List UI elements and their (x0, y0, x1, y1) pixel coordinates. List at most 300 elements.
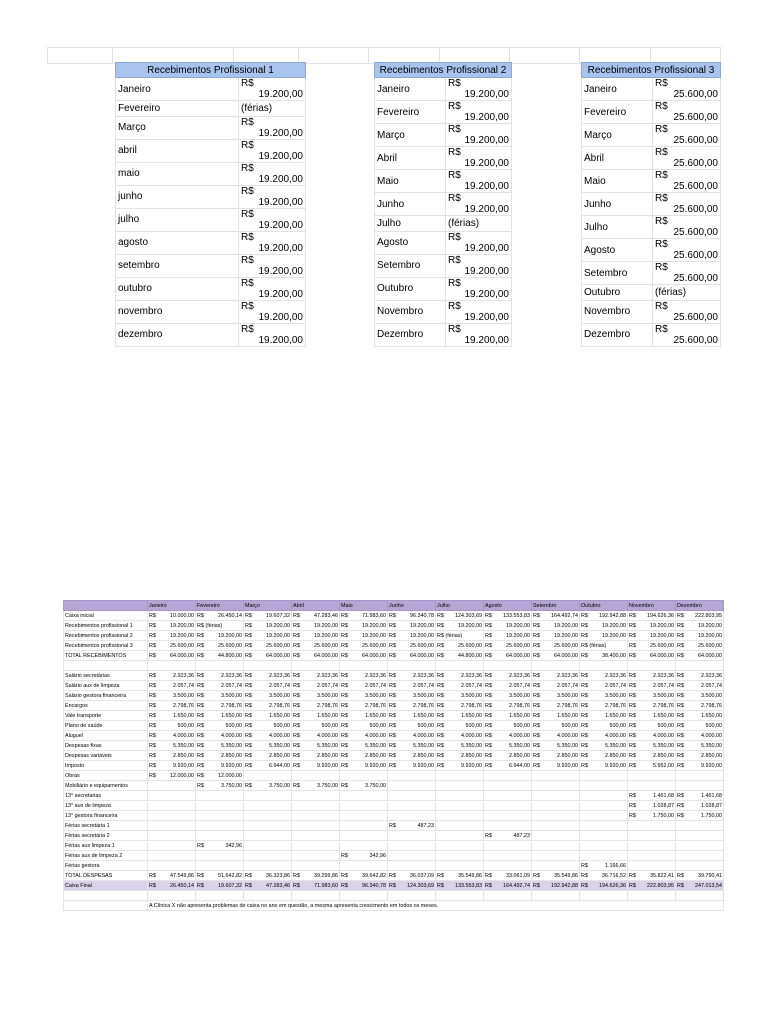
cash-flow-row (64, 721, 724, 731)
value-cell (628, 611, 676, 621)
currency-symbol: R$ (197, 632, 204, 639)
currency-symbol: R$ (293, 742, 300, 749)
value-cell (484, 611, 532, 621)
currency-symbol: R$ (533, 752, 540, 759)
currency-symbol: R$ (389, 742, 396, 749)
value-cell (436, 661, 484, 671)
amount: 4.000,00 (557, 732, 578, 739)
cash-flow-row (64, 831, 724, 841)
value-cell (244, 731, 292, 741)
currency-symbol: R$ (629, 622, 636, 629)
currency-symbol: R$ (629, 752, 636, 759)
value-cell (340, 841, 388, 851)
value-cell (580, 691, 628, 701)
grid-cell (299, 48, 369, 64)
currency-symbol: R$ (149, 622, 156, 629)
currency-symbol: R$ (485, 872, 492, 879)
cash-flow-row (64, 701, 724, 711)
currency-symbol: R$ (341, 742, 348, 749)
amount: 2.850,00 (317, 752, 338, 759)
value-cell (653, 262, 721, 285)
value-cell (292, 671, 340, 681)
value-cell (446, 78, 512, 101)
value-cell (292, 811, 340, 821)
amount: 2.923,36 (317, 672, 338, 679)
month-header: Fevereiro (196, 601, 244, 611)
value-cell (676, 721, 724, 731)
value-cell (340, 811, 388, 821)
currency-symbol: R$ (677, 622, 684, 629)
currency-symbol: R$ (197, 842, 204, 849)
value-cell (436, 701, 484, 711)
value-cell (239, 78, 306, 101)
amount: 5.350,00 (701, 742, 722, 749)
value-cell (676, 651, 724, 661)
month-cell: Setembro (582, 262, 653, 285)
month-cell: maio (116, 162, 239, 185)
amount: 25.600,00 (314, 642, 338, 649)
value-cell (292, 781, 340, 791)
value-cell (676, 611, 724, 621)
currency-symbol: R$ (389, 722, 396, 729)
amount: 51.642,82 (218, 872, 242, 879)
value-cell (484, 701, 532, 711)
currency-symbol: R$ (533, 882, 540, 889)
value-cell (628, 621, 676, 631)
amount: 124.303,69 (455, 612, 482, 619)
value-cell (436, 731, 484, 741)
value-cell (628, 681, 676, 691)
amount: 25.600,00 (673, 273, 718, 284)
currency-symbol: R$ (197, 652, 204, 659)
receipts-row (116, 231, 306, 254)
amount: 39.790,41 (698, 872, 722, 879)
amount: 36.716,52 (602, 872, 626, 879)
amount: 1.461,68 (701, 792, 722, 799)
currency-symbol: R$ (241, 231, 254, 243)
value-cell (628, 661, 676, 671)
month-cell: abril (116, 139, 239, 162)
cash-flow-row (64, 771, 724, 781)
row-label: Despesas fixas (64, 741, 148, 751)
month-cell: Setembro (375, 254, 446, 277)
receipts-row (582, 285, 721, 301)
amount: 19.200,00 (554, 622, 578, 629)
value-cell (148, 831, 196, 841)
value-cell (196, 611, 244, 621)
month-cell: Fevereiro (375, 101, 446, 124)
currency-symbol: R$ (581, 872, 588, 879)
amount: 2.798,76 (605, 702, 626, 709)
value-cell (446, 300, 512, 323)
receipts-row (375, 124, 512, 147)
amount: 4.000,00 (269, 732, 290, 739)
value-cell (340, 781, 388, 791)
receipts-row (375, 193, 512, 216)
currency-symbol: R$ (197, 732, 204, 739)
amount: 500,00 (321, 722, 338, 729)
month-cell: Fevereiro (582, 101, 653, 124)
value-cell (580, 751, 628, 761)
receipts-row (116, 185, 306, 208)
value-cell (580, 861, 628, 871)
currency-symbol: R$ (533, 692, 540, 699)
value-cell (196, 711, 244, 721)
value-cell (244, 701, 292, 711)
currency-symbol: R$ (581, 722, 588, 729)
value-cell (196, 771, 244, 781)
value-cell (532, 681, 580, 691)
receipts-row (582, 323, 721, 346)
value-cell (388, 851, 436, 861)
value-cell (484, 621, 532, 631)
value-cell (340, 741, 388, 751)
value-cell (484, 821, 532, 831)
amount: 4.000,00 (653, 732, 674, 739)
month-cell: agosto (116, 231, 239, 254)
currency-symbol: R$ (149, 642, 156, 649)
currency-symbol: R$ (149, 632, 156, 639)
amount: 2.798,76 (413, 702, 434, 709)
value-cell (676, 871, 724, 881)
row-label: Aluguel (64, 731, 148, 741)
amount: 19.200,00 (464, 311, 509, 323)
month-cell: Agosto (375, 231, 446, 254)
amount: 19.200,00 (170, 622, 194, 629)
currency-symbol: R$ (629, 802, 636, 809)
amount: 3.500,00 (365, 692, 386, 699)
amount: 19.607,32 (218, 882, 242, 889)
currency-symbol: R$ (485, 682, 492, 689)
amount: 5.350,00 (365, 742, 386, 749)
currency-symbol: R$ (437, 632, 444, 639)
value-cell (148, 721, 196, 731)
amount: 2.923,36 (461, 672, 482, 679)
amount: 1.028,87 (701, 802, 722, 809)
row-label: Férias secretária 1 (64, 821, 148, 831)
currency-symbol: R$ (341, 612, 348, 619)
currency-symbol: R$ (581, 712, 588, 719)
amount: 500,00 (513, 722, 530, 729)
amount: 3.500,00 (173, 692, 194, 699)
value-cell (484, 631, 532, 641)
currency-symbol: R$ (677, 732, 684, 739)
amount: 2.923,36 (509, 672, 530, 679)
currency-symbol: R$ (581, 692, 588, 699)
value-cell (244, 631, 292, 641)
amount: 2.850,00 (605, 752, 626, 759)
receipts-table-header: Recebimentos Profissional 3 (582, 63, 721, 78)
grid-cell (48, 48, 113, 64)
value-cell (580, 871, 628, 881)
value-cell (676, 671, 724, 681)
value-cell (292, 611, 340, 621)
receipts-row (116, 277, 306, 300)
currency-symbol: R$ (533, 622, 540, 629)
amount: 26.450,14 (170, 882, 194, 889)
receipts-row (375, 231, 512, 254)
value-cell (292, 761, 340, 771)
currency-symbol: R$ (437, 762, 444, 769)
currency-symbol: R$ (245, 682, 252, 689)
amount: 19.200,00 (258, 127, 303, 139)
value-cell (196, 761, 244, 771)
currency-symbol: R$ (581, 882, 588, 889)
value-cell (388, 761, 436, 771)
amount: 2.057,74 (173, 682, 194, 689)
value-cell (532, 851, 580, 861)
amount: 19.200,00 (506, 632, 530, 639)
currency-symbol: R$ (293, 782, 300, 789)
currency-symbol: R$ (149, 722, 156, 729)
amount: 192.942,88 (599, 612, 626, 619)
amount: 25.600,00 (458, 642, 482, 649)
currency-symbol: R$ (655, 323, 668, 335)
currency-symbol: R$ (655, 78, 668, 89)
amount: 2.850,00 (461, 752, 482, 759)
amount: 2.798,76 (461, 702, 482, 709)
value-cell (340, 711, 388, 721)
value-cell (532, 871, 580, 881)
row-label: Salário gestora financeira (64, 691, 148, 701)
value-cell (292, 681, 340, 691)
value-cell (446, 147, 512, 170)
value-cell (292, 661, 340, 671)
currency-symbol: R$ (485, 622, 492, 629)
amount: 64.000,00 (362, 652, 386, 659)
value-cell (388, 821, 436, 831)
value-cell (532, 831, 580, 841)
amount: 2.923,36 (557, 672, 578, 679)
month-cell: Julho (375, 216, 446, 232)
currency-symbol: R$ (149, 712, 156, 719)
currency-symbol: R$ (241, 139, 254, 151)
currency-symbol: R$ (677, 652, 684, 659)
grid-cell (233, 48, 298, 64)
amount: 133.553,83 (455, 882, 482, 889)
receipts-row (116, 101, 306, 117)
value-cell (388, 701, 436, 711)
value-cell (532, 781, 580, 791)
value-cell (244, 691, 292, 701)
month-header: Julho (436, 601, 484, 611)
value-cell (148, 791, 196, 801)
currency-symbol: R$ (533, 632, 540, 639)
amount: 1.650,00 (701, 712, 722, 719)
currency-symbol: R$ (581, 862, 588, 869)
value-cell (239, 277, 306, 300)
currency-symbol: R$ (629, 632, 636, 639)
currency-symbol: R$ (245, 762, 252, 769)
currency-symbol: R$ (485, 732, 492, 739)
value-cell (653, 216, 721, 239)
amount: 19.200,00 (170, 632, 194, 639)
currency-symbol: R$ (629, 642, 636, 649)
value-cell (653, 239, 721, 262)
value-cell (446, 124, 512, 147)
amount: 164.492,74 (503, 882, 530, 889)
row-label: 13° secretarias (64, 791, 148, 801)
amount: 1.650,00 (269, 712, 290, 719)
currency-symbol: R$ (241, 78, 254, 89)
currency-symbol: R$ (629, 872, 636, 879)
currency-symbol: R$ (629, 652, 636, 659)
currency-symbol: R$ (677, 742, 684, 749)
amount: 2.057,74 (221, 682, 242, 689)
currency-symbol: R$ (677, 642, 684, 649)
value-cell (388, 781, 436, 791)
currency-symbol: R$ (629, 672, 636, 679)
currency-symbol: R$ (197, 612, 204, 619)
value-cell (532, 691, 580, 701)
currency-symbol: R$ (245, 732, 252, 739)
month-cell: novembro (116, 300, 239, 323)
value-cell (532, 751, 580, 761)
currency-symbol: R$ (677, 692, 684, 699)
month-cell: Fevereiro (116, 101, 239, 117)
value-cell (340, 631, 388, 641)
currency-symbol: R$ (677, 752, 684, 759)
currency-symbol: R$ (245, 642, 252, 649)
value-cell (148, 881, 196, 891)
amount: 500,00 (705, 722, 722, 729)
month-cell: Abril (582, 147, 653, 170)
amount: 2.923,36 (221, 672, 242, 679)
amount: 3.500,00 (653, 692, 674, 699)
grid-cell (113, 48, 233, 64)
amount: 3.500,00 (461, 692, 482, 699)
amount: 2.923,36 (413, 672, 434, 679)
value-cell (446, 254, 512, 277)
amount: 9.920,00 (701, 762, 722, 769)
amount: 3.500,00 (605, 692, 626, 699)
value-cell (196, 741, 244, 751)
currency-symbol: R$ (341, 632, 348, 639)
value-cell (532, 711, 580, 721)
value-cell (676, 771, 724, 781)
value-cell (436, 641, 484, 651)
value-cell (628, 731, 676, 741)
currency-symbol: R$ (629, 692, 636, 699)
value-cell (580, 661, 628, 671)
row-label: Férias aux de limpeza 2 (64, 851, 148, 861)
currency-symbol: R$ (533, 872, 540, 879)
month-header: Janeiro (148, 601, 196, 611)
currency-symbol: R$ (677, 702, 684, 709)
currency-symbol: R$ (437, 612, 444, 619)
amount: 2.798,76 (365, 702, 386, 709)
value-cell (628, 861, 676, 871)
amount: 2.057,74 (461, 682, 482, 689)
cash-flow-row (64, 811, 724, 821)
amount: 39.642,82 (362, 872, 386, 879)
value-cell (388, 801, 436, 811)
amount: 19.200,00 (362, 622, 386, 629)
amount: 6.944,00 (269, 762, 290, 769)
grid-cell (244, 891, 292, 901)
currency-symbol: R$ (677, 712, 684, 719)
value-cell (580, 801, 628, 811)
value-cell (653, 147, 721, 170)
value-cell (239, 116, 306, 139)
value-cell (676, 811, 724, 821)
amount: 9.920,00 (413, 762, 434, 769)
grid-cell (628, 891, 676, 901)
value-cell (436, 671, 484, 681)
currency-symbol: R$ (149, 702, 156, 709)
month-cell: Janeiro (582, 78, 653, 101)
amount: 1.166,66 (605, 862, 626, 869)
value-cell (244, 651, 292, 661)
grid-cell (196, 891, 244, 901)
value-cell (484, 871, 532, 881)
amount: 2.798,76 (509, 702, 530, 709)
value-cell (676, 621, 724, 631)
currency-symbol: R$ (149, 772, 156, 779)
value-cell (532, 641, 580, 651)
amount: 96.340,78 (410, 612, 434, 619)
value-cell (628, 781, 676, 791)
currency-symbol: R$ (149, 672, 156, 679)
vacation-note: (férias) (589, 642, 607, 649)
currency-symbol: R$ (533, 732, 540, 739)
amount: 342,96 (225, 842, 242, 849)
currency-symbol: R$ (655, 147, 668, 158)
conclusion-note: A Clínica X não apresenta problemas de caixa no ano em questão, a mesma apresenta crescimento em todos os meses. (148, 901, 724, 911)
amount: 25.600,00 (650, 642, 674, 649)
value-cell (244, 751, 292, 761)
row-label: Mobiliário e equipamentos (64, 781, 148, 791)
receipts-row (582, 170, 721, 193)
value-cell (388, 681, 436, 691)
receipts-row (375, 300, 512, 323)
amount: 5.350,00 (557, 742, 578, 749)
value-cell (148, 821, 196, 831)
currency-symbol: R$ (533, 672, 540, 679)
amount: 9.920,00 (173, 762, 194, 769)
value-cell (676, 791, 724, 801)
amount: 2.798,76 (701, 702, 722, 709)
amount: 124.303,69 (407, 882, 434, 889)
receipts-section (47, 47, 721, 346)
value-cell (196, 751, 244, 761)
currency-symbol: R$ (655, 101, 668, 112)
value-cell (676, 801, 724, 811)
month-header: Abril (292, 601, 340, 611)
amount: 9.920,00 (221, 762, 242, 769)
amount: 2.798,76 (269, 702, 290, 709)
month-cell: Maio (375, 170, 446, 193)
currency-symbol: R$ (448, 231, 461, 243)
value-cell (484, 651, 532, 661)
amount: 25.600,00 (554, 642, 578, 649)
month-header: Março (244, 601, 292, 611)
currency-symbol: R$ (245, 622, 252, 629)
value-cell (340, 791, 388, 801)
value-cell (340, 651, 388, 661)
amount: 9.920,00 (461, 762, 482, 769)
value-cell (628, 771, 676, 781)
cash-flow-row (64, 761, 724, 771)
cash-flow-row (64, 651, 724, 661)
currency-symbol: R$ (485, 632, 492, 639)
currency-symbol: R$ (655, 300, 668, 312)
currency-symbol: R$ (581, 652, 588, 659)
amount: 19.200,00 (314, 622, 338, 629)
currency-symbol: R$ (245, 702, 252, 709)
currency-symbol: R$ (293, 722, 300, 729)
amount: 2.057,74 (413, 682, 434, 689)
